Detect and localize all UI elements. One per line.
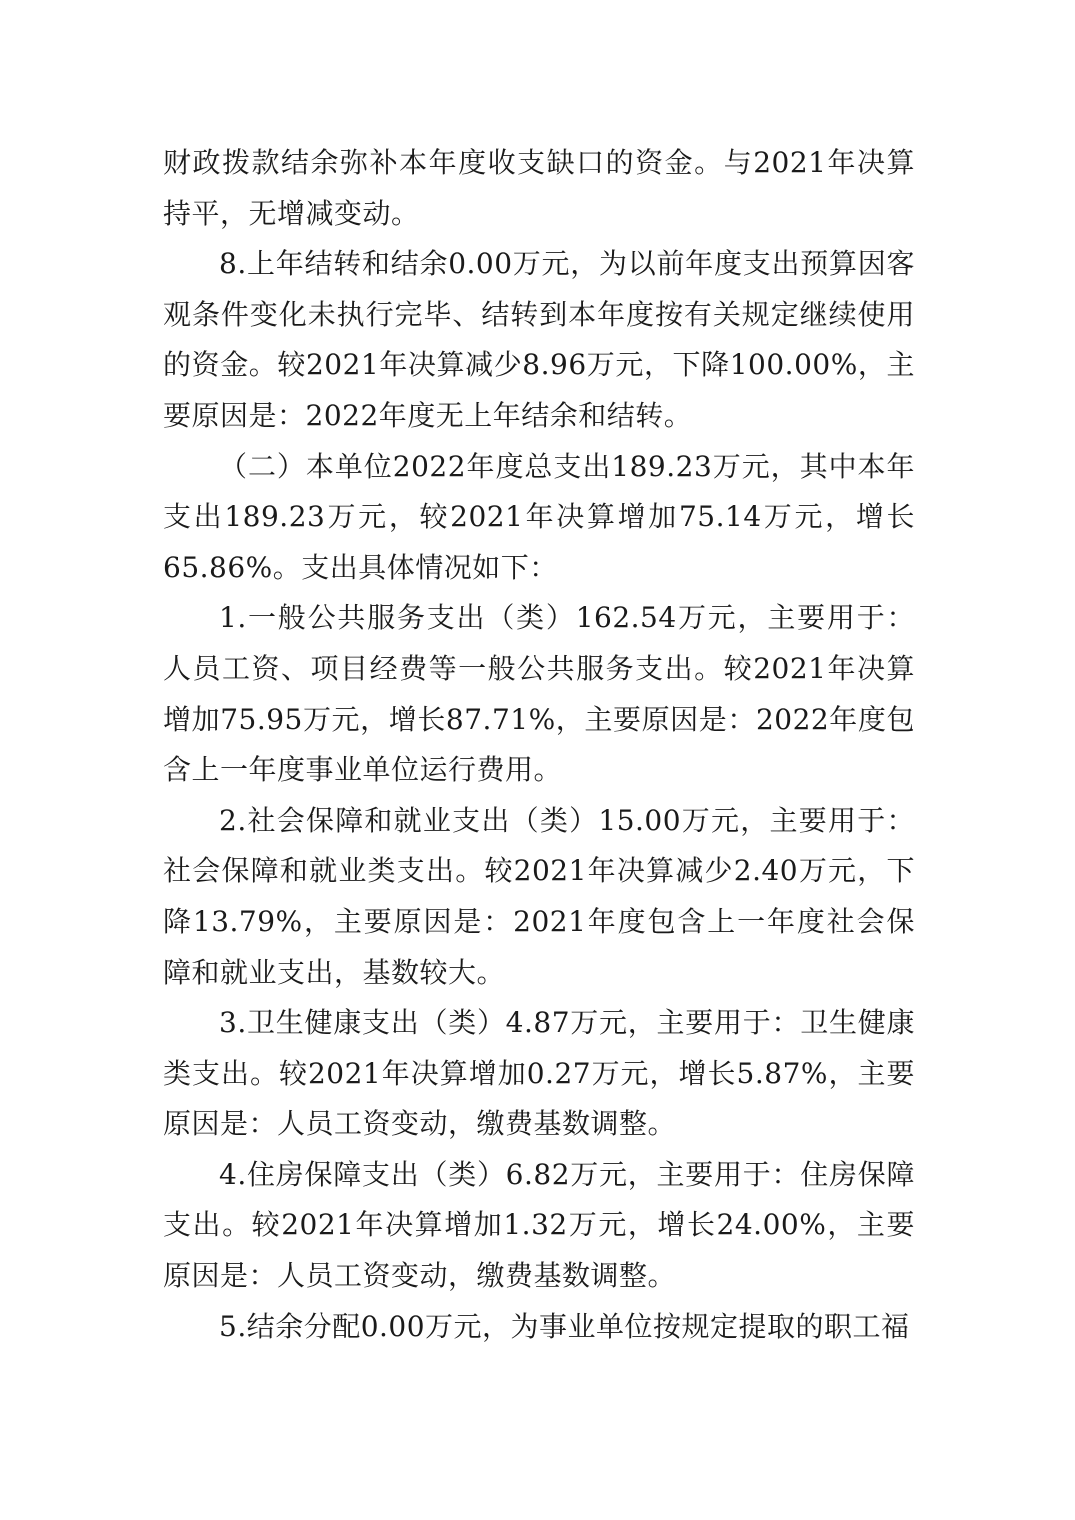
document-body: [163, 138, 915, 1352]
paragraph-health: 3.卫生健康支出（类）4.87万元，主要用于：卫生健康类支出。较2021年决算增加0.27万元，增长5.87%，主要原因是：人员工资变动，缴费基数调整。: [163, 1006, 915, 1141]
paragraph-prior-year-balance: 8.上年结转和结余0.00万元，为以前年度支出预算因客观条件变化未执行完毕、结转到本年度按有关规定继续使用的资金。较2021年决算减少8.96万元，下降100.00%，主要原因是：2022年度无上年结余和结转。: [163, 247, 915, 432]
paragraph-housing: 4.住房保障支出（类）6.82万元，主要用于：住房保障支出。较2021年决算增加1.32万元，增长24.00%，主要原因是：人员工资变动，缴费基数调整。: [163, 1157, 915, 1293]
paragraph-total-expenditure: （二）本单位2022年度总支出189.23万元，其中本年支出189.23万元，较2021年决算增加75.14万元，增长65.86%。支出具体情况如下：: [163, 449, 915, 584]
paragraph-social-security: 2.社会保障和就业支出（类）15.00万元，主要用于：社会保障和就业类支出。较2021年决算减少2.40万元，下降13.79%，主要原因是：2021年度包含上一年度社会保障和就业支出，基数较大。: [163, 803, 915, 989]
paragraph-general-public-services: 1.一般公共服务支出（类）162.54万元，主要用于：人员工资、项目经费等一般公共服务支出。较2021年决算增加75.95万元，增长87.71%，主要原因是：2022年度包含上一年度事业单位运行费用。: [163, 601, 915, 787]
paragraph-surplus-distribution: 5.结余分配0.00万元，为事业单位按规定提取的职工福: [219, 1309, 910, 1343]
paragraph-carryover-funds: 财政拨款结余弥补本年度收支缺口的资金。与2021年决算持平，无增减变动。: [163, 146, 915, 230]
